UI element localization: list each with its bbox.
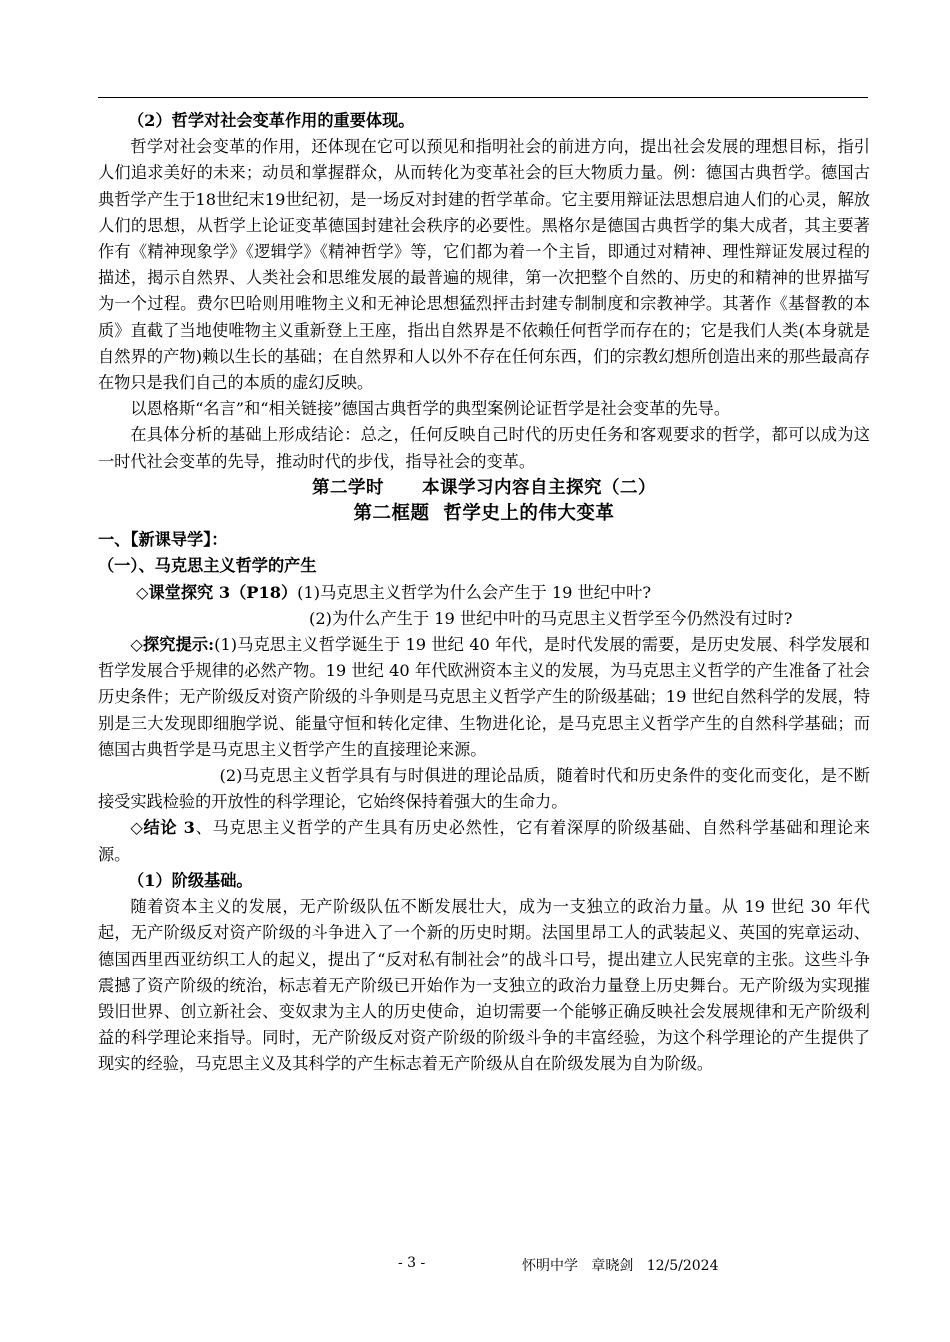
paragraph-philosophy-role: 哲学对社会变革的作用，还体现在它可以预见和指明社会的前进方向，提出社会发展的理想目标，指引人们追求美好的未来；动员和掌握群众，从而转化为变革社会的巨大物质力量。例：德国古典哲学。德国古典哲学产生于18世纪末19世纪初，是一场反对封建的哲学革命。它主要用辩证法思想启迪人们的心灵，解放人们的思想，从哲学上论证变革德国封建社会秩序的必要性。黑格尔是德国古典哲学的集大成者，其主要著作有《精神现象学》《逻辑学》《精神哲学》等，它们都为着一个主旨，即通过对精神、理性辩证发展过程的描述，揭示自然界、人类社会和思维发展的最普遍的规律，第一次把整个自然的、历史的和精神的世界描写为一个过程。费尔巴哈则用唯物主义和无神论思想猛烈抨击封建专制制度和宗教神学。其著作《基督教的本质》直截了当地使唯物主义重新登上王座，指出自然界是不依赖任何哲学而存在的；它是我们人类(本身就是自然界的产物)赖以生长的基础；在自然界和人以外不存在任何东西，们的宗教幻想所创造出来的那些最高存在物只是我们自己的本质的虚幻反映。 bbox=[98, 137, 870, 393]
part-one-heading: 一、【新课导学】： bbox=[98, 530, 228, 550]
subsection-heading: （一）、马克思主义哲学的产生 bbox=[98, 556, 317, 576]
inquiry-question-2: (2)为什么产生于 19 世纪中叶的马克思主义哲学至今仍然没有过时? bbox=[309, 608, 793, 628]
frame-heading: 第二框题 哲学史上的伟大变革 bbox=[353, 503, 615, 525]
lesson-heading-left: 第二学时 bbox=[312, 477, 384, 498]
conclusion-3 bbox=[98, 815, 870, 867]
hint-label: ◇探究提示: bbox=[130, 635, 215, 655]
paragraph-conclusion: 在具体分析的基础上形成结论：总之，任何反映自己时代的历史任务和客观要求的哲学，都可以成为这一时代社会变革的先导，推动时代的步伐，指导社会的变革。 bbox=[98, 425, 870, 471]
class-basis-paragraph: 随着资本主义的发展，无产阶级队伍不断发展壮大，成为一支独立的政治力量。从 19 世纪 30 年代起，无产阶级反对资产阶级的斗争进入了一个新的历史时期。法国里昂工人的武装起义、英国的宪章运动、德国西里西亚纺织工人的起义，提出了“反对私有制社会”的战斗口号，提出建立人民宪章的主张。这些斗争震撼了资产阶级的统治，标志着无产阶级已开始作为一支独立的政治力量登上历史舞台。无产阶级为实现摧毁旧世界、创立新社会、变奴隶为主人的历史使命，迫切需要一个能够正确反映社会发展规律和无产阶级利益的科学理论来指导。同时，无产阶级反对资产阶级的阶级斗争的丰富经验，为这个科学理论的产生提供了现实的经验，马克思主义及其科学的产生标志着无产阶级从自在阶级发展为自为阶级。 bbox=[98, 897, 870, 1074]
inquiry-label: ◇课堂探究 3（P18） bbox=[136, 582, 298, 602]
section-title: （2）哲学对社会变革作用的重要体现。 bbox=[128, 111, 415, 130]
header-rule bbox=[98, 97, 868, 98]
hint-answer-1-text: (1)马克思主义哲学诞生于 19 世纪 40 年代，是时代发展的需要，是历史发展、科学发展和哲学发展合乎规律的必然产物。19 世纪 40 年代欧洲资本主义的发展，为马克思主义哲学的产生准备了社会历史条件；无产阶级反对资产阶级的斗争则是马克思主义哲学产生的阶级基础；19 世纪自然科学的发展，特别是三大发现即细胞学说、能量守恒和转化定律、生物进化论，是马克思主义哲学产生的自然科学基础；而德国古典哲学是马克思主义哲学产生的直接理论来源。 bbox=[98, 635, 870, 759]
lesson-heading-right: 本课学习内容自主探究（二） bbox=[422, 477, 656, 498]
class-basis-title: （1）阶级基础。 bbox=[128, 870, 253, 890]
hint-answer-1 bbox=[98, 632, 870, 763]
inquiry-q1: (1)马克思主义哲学为什么会产生于 19 世纪中叶? bbox=[297, 582, 652, 602]
conclusion-text: 、马克思主义哲学的产生具有历史必然性，它有着深厚的阶级基础、自然科学基础和理论来源。 bbox=[98, 818, 870, 864]
page-number: - 3 - bbox=[398, 1255, 426, 1271]
conclusion-label: ◇结论 3 bbox=[130, 818, 195, 838]
lesson-heading bbox=[98, 475, 870, 501]
paragraph-engels-example: 以恩格斯“名言”和“相关链接”德国古典哲学的典型案例论证哲学是社会变革的先导。 bbox=[130, 399, 731, 419]
hint-answer-2: (2)马克思主义哲学具有与时俱进的理论品质，随着时代和历史条件的变化而变化，是不断接受实践检验的开放性的科学理论，它始终保持着强大的生命力。 bbox=[98, 766, 870, 812]
document-body bbox=[98, 108, 870, 1078]
inquiry-question-1 bbox=[98, 580, 870, 606]
footer-signature: 怀明中学 章晓剑 12/5/2024 bbox=[522, 1258, 719, 1274]
